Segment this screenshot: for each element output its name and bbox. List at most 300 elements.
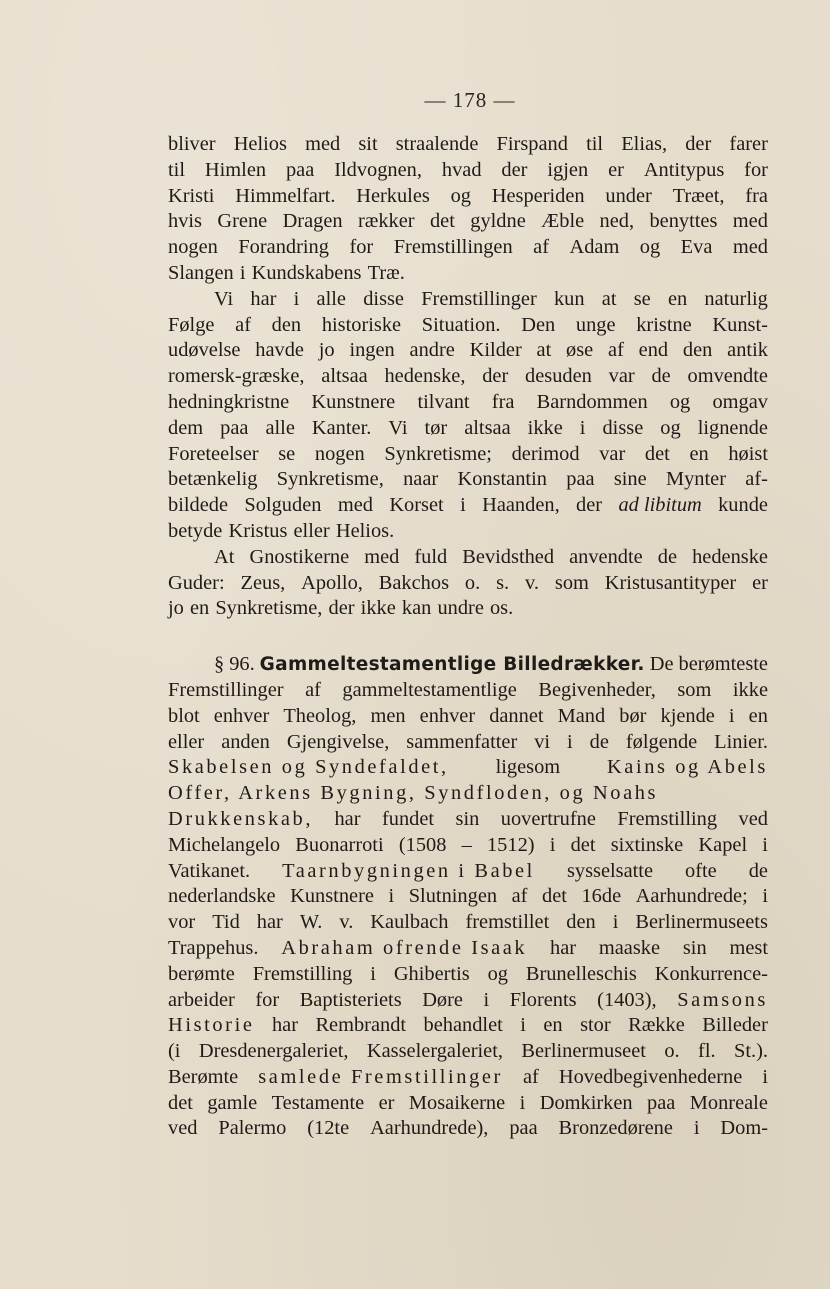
word: de [651, 365, 671, 388]
word: i [728, 704, 735, 727]
text-line [168, 730, 768, 756]
word: Hesperiden [491, 184, 585, 207]
word: til [586, 133, 604, 155]
spaced-emphasis: Abraham ofrende Isaak [281, 936, 528, 959]
word: har [550, 936, 577, 959]
word: sin [682, 936, 707, 959]
word: Michelangelo [168, 833, 281, 856]
text-line [168, 364, 768, 390]
word: af [533, 236, 549, 259]
word: naar [403, 468, 439, 491]
word: Fremstillinger [168, 678, 284, 701]
word: Slangen [168, 261, 234, 284]
page-text [168, 132, 768, 1142]
word: Adam [569, 236, 620, 259]
word: udøvelse [168, 339, 241, 362]
word: der [328, 597, 355, 620]
word: Zeus, [240, 571, 286, 594]
word: i [239, 261, 246, 284]
word: har [334, 807, 361, 830]
word: Kilder [469, 339, 522, 362]
word: den [566, 911, 596, 934]
word: i [549, 833, 556, 856]
word: Herkules [356, 184, 430, 207]
word: s. [496, 571, 510, 594]
word: vor [168, 911, 196, 934]
word: Elias, [621, 133, 668, 155]
word: kunde [718, 494, 768, 517]
page-number [0, 88, 830, 113]
word: af [305, 678, 321, 701]
text-line [168, 936, 768, 962]
word: Tid [212, 911, 240, 934]
word: Mand [557, 704, 606, 727]
word: derimod [511, 442, 580, 465]
word: berømte [168, 962, 235, 985]
paragraph-1 [168, 132, 768, 287]
text-line [168, 988, 768, 1014]
word: i [567, 730, 573, 753]
word: hvis [168, 210, 202, 233]
word: fundet [381, 807, 435, 830]
word: ved [168, 1117, 198, 1140]
word: det [429, 210, 455, 233]
spaced-emphasis: Skabelsen og Syndefaldet, [168, 756, 449, 779]
word: Baptisteriets [299, 988, 402, 1011]
section-96 [168, 652, 768, 1142]
word: af [522, 1065, 539, 1088]
word: kun [553, 287, 585, 310]
word: var [599, 442, 626, 465]
text-line [168, 209, 768, 235]
spaced-emphasis: Historie [168, 1014, 255, 1037]
word: Gnostikerne [249, 545, 350, 568]
word: eller [168, 730, 205, 753]
spaced-emphasis: Drukkenskab, [168, 807, 314, 830]
word: W. [299, 911, 323, 934]
word: dem [168, 416, 204, 439]
word: i [762, 1065, 768, 1088]
word: v. [339, 911, 354, 934]
word: for [349, 236, 374, 259]
word: Haanden, [482, 494, 560, 517]
word: tilvant [417, 390, 470, 413]
word: Aarhundrede; [635, 885, 748, 908]
word: Gjengivelse, [286, 730, 390, 753]
word: Vatikanet. [168, 859, 251, 882]
word: betænkelig [168, 468, 258, 491]
word: historiske [321, 313, 402, 336]
word: Synkretisme; [384, 442, 492, 465]
word: At [214, 545, 235, 568]
word: Synkretisme, [215, 597, 323, 620]
word: sine [613, 468, 647, 491]
word: det [570, 833, 596, 856]
word: hvad [441, 158, 482, 181]
text-line [168, 1039, 768, 1065]
word: Træet, [672, 184, 725, 207]
spaced-emphasis: Offer, Arkens Bygning, Syndfloden, og Noahs [168, 782, 659, 805]
word: Fremstilling [617, 807, 718, 830]
word: nogen [314, 442, 365, 465]
word: Træ. [367, 261, 405, 284]
word: ned, [599, 210, 635, 233]
word: Døre [422, 988, 463, 1011]
word: Buonarroti [295, 833, 384, 856]
word: Mynter [665, 468, 726, 491]
word: en [667, 287, 688, 310]
text-line [168, 184, 768, 210]
word: Bevidsthed [462, 545, 555, 568]
word: ikke [360, 597, 396, 620]
word: end [638, 339, 669, 362]
word: Vi [214, 287, 234, 310]
paragraph-3 [168, 545, 768, 622]
word: omgav [712, 390, 768, 413]
text-line [168, 313, 768, 339]
word: at [601, 287, 617, 310]
word: med [305, 133, 341, 155]
word: Aarhundrede), [370, 1117, 489, 1140]
text-line [168, 678, 768, 704]
word: af- [745, 468, 768, 491]
word: der [576, 494, 603, 517]
word: bildede [168, 494, 229, 517]
word: der [482, 365, 509, 388]
word: Den [521, 313, 556, 336]
word: af [511, 885, 528, 908]
word: var [608, 365, 635, 388]
word: Forandring [238, 236, 329, 259]
word: fuld [414, 545, 448, 568]
text-line [168, 158, 768, 184]
word: § [214, 653, 225, 676]
word: 96. [229, 653, 255, 676]
word: Testamente [271, 1091, 365, 1114]
word: Berlinermuseets [635, 911, 768, 934]
word: benyttes [649, 210, 718, 233]
word: De [649, 653, 674, 676]
word: igjen [547, 158, 589, 181]
word: 16de [581, 885, 622, 908]
word: Berømte [168, 1065, 239, 1088]
word: af [608, 339, 624, 362]
text-line [168, 755, 768, 781]
word: og [639, 236, 661, 259]
word: ikke [732, 678, 768, 701]
word: Eva [680, 236, 713, 259]
word: nederlandske [168, 885, 276, 908]
word: Barndommen [536, 390, 648, 413]
word: Række [628, 1014, 685, 1037]
paragraph-2 [168, 287, 768, 545]
word: Himmelfart. [235, 184, 336, 207]
word: – [461, 833, 472, 856]
word: Kristus [228, 519, 288, 542]
word: det [644, 442, 670, 465]
word: at [536, 339, 552, 362]
word: og [450, 184, 471, 207]
word: sixtinske [610, 833, 684, 856]
word: Kasselergaleriet, [366, 1040, 503, 1063]
word: hedningkristne [168, 390, 290, 413]
text-line [168, 910, 768, 936]
word: Følge [168, 313, 215, 336]
text-line [168, 1116, 768, 1142]
word: den [271, 313, 302, 336]
word: Kunstnere [311, 390, 396, 413]
word: det [168, 1091, 193, 1114]
word: hedenske, [384, 365, 466, 388]
text-line [168, 781, 768, 807]
word: Foreteelser [168, 442, 259, 465]
word: fra [491, 390, 515, 413]
word: er [608, 158, 624, 181]
word: betyde [168, 519, 223, 542]
word: i [460, 494, 466, 517]
word: Mosaikerne [408, 1091, 506, 1114]
word: St.). [733, 1040, 768, 1063]
word: ligesom [495, 756, 561, 779]
word: som [554, 571, 589, 594]
word: altsaa [464, 416, 511, 439]
text-line [168, 390, 768, 416]
text-line [168, 235, 768, 261]
word: berømteste [678, 653, 768, 676]
word: fl. [698, 1040, 716, 1063]
word: Korset [389, 494, 444, 517]
word: Linier. [714, 730, 768, 753]
text-line [168, 287, 768, 313]
text-line [168, 596, 768, 622]
word: Dom- [720, 1117, 768, 1140]
word: i [693, 1117, 700, 1140]
word: Synkretisme, [276, 468, 384, 491]
word: Kanter. [311, 416, 372, 439]
text-line [168, 261, 768, 287]
word: Berlinermuseet [521, 1040, 646, 1063]
word: i [612, 911, 619, 934]
word: se [278, 442, 296, 465]
word: paa [509, 1117, 538, 1140]
word: i [388, 885, 395, 908]
word: Domkirken [539, 1091, 633, 1114]
spaced-emphasis: Taarnbygningen i Babel [282, 859, 535, 882]
word: øse [566, 339, 594, 362]
word: jo [318, 339, 335, 362]
word: andre [409, 339, 455, 362]
word: Bakchos [378, 571, 450, 594]
word: arbeider [168, 988, 235, 1011]
word: Fremstillinger [421, 287, 537, 310]
word: for [744, 158, 768, 181]
word: alle [316, 287, 346, 310]
word: sammenfatter [406, 730, 518, 753]
text-line [168, 704, 768, 730]
word: jo [168, 597, 184, 620]
word: paa [220, 416, 249, 439]
word: Helios. [335, 519, 395, 542]
word: de [589, 730, 609, 753]
word: bør [619, 704, 647, 727]
word: unge [575, 313, 616, 336]
text-line [168, 545, 768, 571]
word: hedenske [692, 545, 768, 568]
text-line [168, 493, 768, 519]
word: Trappehus. [168, 936, 259, 959]
word: Fremstillingen [393, 236, 513, 259]
word: det [542, 885, 567, 908]
word: Vi [388, 416, 408, 439]
word: paa [285, 158, 315, 181]
word: os. [489, 597, 514, 620]
text-line [168, 1013, 768, 1039]
word: og [669, 390, 691, 413]
spaced-emphasis: samlede Fremstillinger [258, 1065, 503, 1088]
word: i [370, 962, 376, 985]
word: Æble [541, 210, 585, 233]
word: i [519, 1091, 526, 1114]
word: de [657, 545, 678, 568]
word: af [235, 313, 251, 336]
word: Helios [233, 133, 287, 155]
word: men [370, 704, 406, 727]
word: høist [728, 442, 768, 465]
word: til [168, 158, 185, 181]
word: i [293, 287, 300, 310]
text-line [168, 338, 768, 364]
word: gammeltestamentlige [342, 678, 517, 701]
word: en [689, 442, 709, 465]
word: Kristusantityper [604, 571, 737, 594]
word: kristne [636, 313, 692, 336]
word: Himlen [204, 158, 267, 181]
word: i [762, 885, 768, 908]
word: o. [664, 1040, 680, 1063]
word: Kristi [168, 184, 215, 207]
word: Dragen [282, 210, 343, 233]
word: Brunelleschis [525, 962, 637, 985]
word: i [520, 1014, 526, 1037]
word: har [271, 1014, 298, 1037]
word: maaske [598, 936, 661, 959]
page-number-text: — 178 — [424, 88, 516, 112]
word: ingen [349, 339, 395, 362]
word: Grene [217, 210, 268, 233]
word: Kapel [698, 833, 748, 856]
word: v. [525, 571, 539, 594]
word: bliver [168, 133, 216, 155]
word: rækker [357, 210, 415, 233]
section-heading: Gammeltestamentlige Billedrækker. [259, 654, 645, 676]
word: Kunstnere [290, 885, 374, 908]
word: alle [265, 416, 295, 439]
word: altsaa [321, 365, 368, 388]
word: en [543, 1014, 563, 1037]
text-line [168, 859, 768, 885]
word: der [501, 158, 528, 181]
word: som [677, 678, 712, 701]
word: Ghibertis [393, 962, 470, 985]
word: anden [221, 730, 270, 753]
word: dannet [489, 704, 544, 727]
word: vi [534, 730, 551, 753]
word: der [685, 133, 712, 155]
word: straalende [395, 133, 479, 155]
word: med [364, 545, 400, 568]
word: fra [745, 184, 768, 207]
text-line [168, 519, 768, 545]
text-line [168, 807, 768, 833]
spaced-emphasis: Kains og Abels [606, 756, 768, 779]
spaced-emphasis: Samsons [677, 988, 768, 1011]
word: antik [727, 339, 768, 362]
word: er [752, 571, 768, 594]
word: stor [580, 1014, 611, 1037]
word: romersk-græske, [168, 365, 305, 388]
word: sysselsatte [566, 859, 654, 882]
word: blot [168, 704, 200, 727]
word: disse [602, 416, 644, 439]
word: paa [647, 1091, 676, 1114]
word: og [487, 962, 508, 985]
word: Fremstilling [252, 962, 353, 985]
word: Billeder [702, 1014, 768, 1037]
word: den [682, 339, 713, 362]
word: Bronzedørene [558, 1117, 673, 1140]
word: i [762, 833, 768, 856]
word: Kundskabens [251, 261, 362, 284]
word: Situation. [421, 313, 501, 336]
word: nogen [168, 236, 218, 259]
word: sin [455, 807, 480, 830]
word: ved [738, 807, 768, 830]
word: farer [729, 133, 768, 155]
word: fremstillet [465, 911, 550, 934]
word: ofte [685, 859, 717, 882]
word: desuden [525, 365, 592, 388]
word: med [732, 210, 768, 233]
word: Rembrandt [315, 1014, 407, 1037]
word: følgende [625, 730, 698, 753]
word: har [250, 287, 277, 310]
word: 1512) [486, 833, 535, 856]
word: anvendte [569, 545, 643, 568]
word: Guder: [168, 571, 225, 594]
word: enhver [419, 704, 476, 727]
word: (1508 [398, 833, 447, 856]
word: omvendte [687, 365, 768, 388]
text-line [168, 416, 768, 442]
text-line [168, 884, 768, 910]
text-line [168, 962, 768, 988]
word: Kaulbach [370, 911, 449, 934]
word: en [189, 597, 210, 620]
word: paa [566, 468, 595, 491]
text-line [168, 833, 768, 859]
word: sit [358, 133, 378, 155]
word: Apollo, [301, 571, 363, 594]
word: Dresdenergaleriet, [198, 1040, 349, 1063]
word: gamle [207, 1091, 258, 1114]
word: i [483, 988, 490, 1011]
word: (i [168, 1040, 181, 1063]
word: har [256, 911, 283, 934]
word: kjende [660, 704, 715, 727]
word: undre [437, 597, 484, 620]
italic-phrase: ad libitum [618, 494, 702, 517]
word: lignende [697, 416, 768, 439]
